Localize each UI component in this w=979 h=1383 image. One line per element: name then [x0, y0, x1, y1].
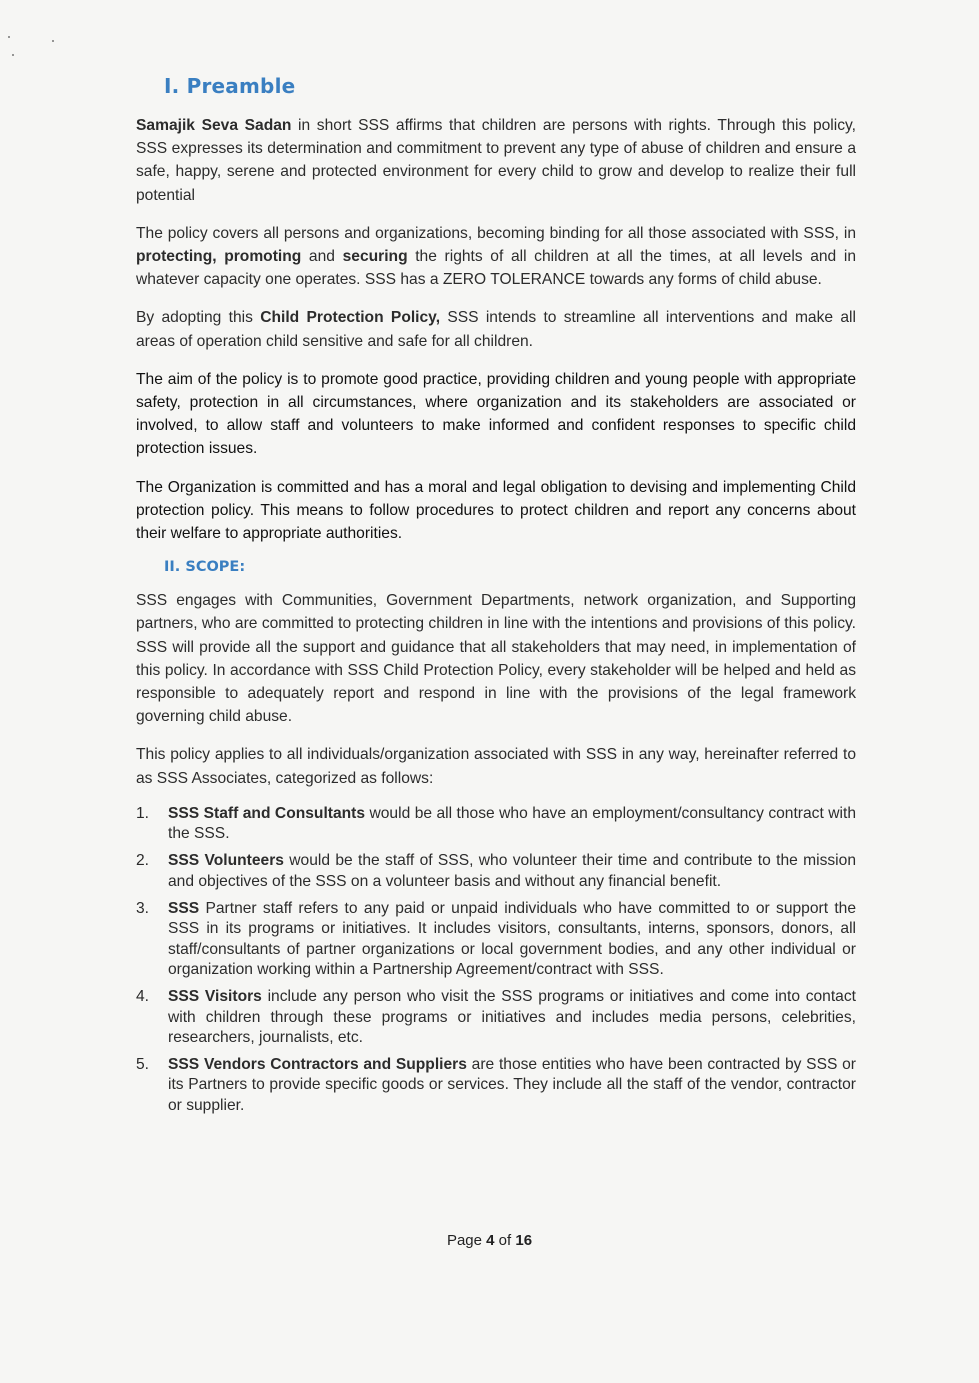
section-heading-preamble [164, 74, 856, 98]
scope-paragraph-2: This policy applies to all individuals/organization associated with SSS in any way, hereinafter referred to as SSS Associates, categorized as follows: [136, 746, 856, 787]
list-item: 2. SSS Volunteers would be the staff of SSS, who volunteer their time and contribute to the mission and objectives of the SSS on a volunteer basis and without any financial benefit. [136, 852, 856, 890]
preamble-paragraph-5: The Organization is committed and has a moral and legal obligation to devising and implementing Child protection policy. This means to follow procedures to protect children and report any concerns about their welfare to appropriate authorities. [136, 478, 856, 543]
scope-paragraph-1: SSS engages with Communities, Government Departments, network organization, and Supporting partners, who are committed to protecting children in line with the intentions and provisions of this policy. SSS will provide all the support and guidance that all stakeholders that may need, in implementation of this policy. In accordance with SSS Child Protection Policy, every stakeholder will be helped and held as responsible to adequately report and respond in line with the provisions of the legal framework governing child abuse. [136, 592, 856, 726]
associates-list [136, 804, 856, 1116]
list-item: 3. SSS Partner staff refers to any paid or unpaid individuals who have committed to or support the SSS in its programs or initiatives. It includes visitors, consultants, interns, sponsors, donors, all staff/consultants of partner organizations or local government bodies, and any other individual or organization working within a Partnership Agreement/contract with SSS. [136, 900, 856, 978]
scan-speck [52, 40, 54, 42]
section-heading-scope [164, 559, 856, 575]
section-number: II. [164, 559, 181, 576]
scan-speck [12, 54, 14, 56]
section-number: I. [164, 74, 180, 98]
preamble-paragraph-2: The policy covers all persons and organizations, becoming binding for all those associated with SSS, in protecting, promoting and securing the rights of all children at all the times, at all levels and in whatever capacity one operates. SSS has a ZERO TOLERANCE towards any forms of child abuse. [136, 224, 857, 289]
list-item: 1. SSS Staff and Consultants would be all those who have an employment/consultancy contract with the SSS. [136, 804, 856, 843]
list-item: 4. SSS Visitors include any person who visit the SSS programs or initiatives and come into contact with children through these programs or initiatives and includes media persons, celebrities, researchers, journalists, etc. [136, 988, 856, 1046]
page-content [136, 74, 856, 1123]
preamble-paragraph-3: By adopting this Child Protection Policy, SSS intends to streamline all interventions and make all areas of operation child sensitive and safe for all children. [136, 309, 856, 350]
section-title: SCOPE: [185, 559, 246, 576]
preamble-paragraph-4: The aim of the policy is to promote good practice, providing children and young people with appropriate safety, protection in all circumstances, where organization and its stakeholders are associated or involved, to allow staff and volunteers to make informed and confident responses to specific child protection issues. [136, 370, 856, 458]
list-item: 5. SSS Vendors Contractors and Suppliers are those entities who have been contracted by SSS or its Partners to provide specific goods or services. They include all the staff of the vendor, contractor or supplier. [136, 1056, 856, 1114]
preamble-paragraph-1: Samajik Seva Sadan in short SSS affirms that children are persons with rights. Through this policy, SSS expresses its determination and commitment to prevent any type of abuse of children and ensure a safe, happy, serene and protected environment for every child to grow and develop to realize their full potential [136, 117, 856, 204]
scan-speck [8, 36, 10, 38]
page-number-footer: Page 4 of 16 [446, 1232, 533, 1249]
section-title: Preamble [186, 74, 296, 98]
